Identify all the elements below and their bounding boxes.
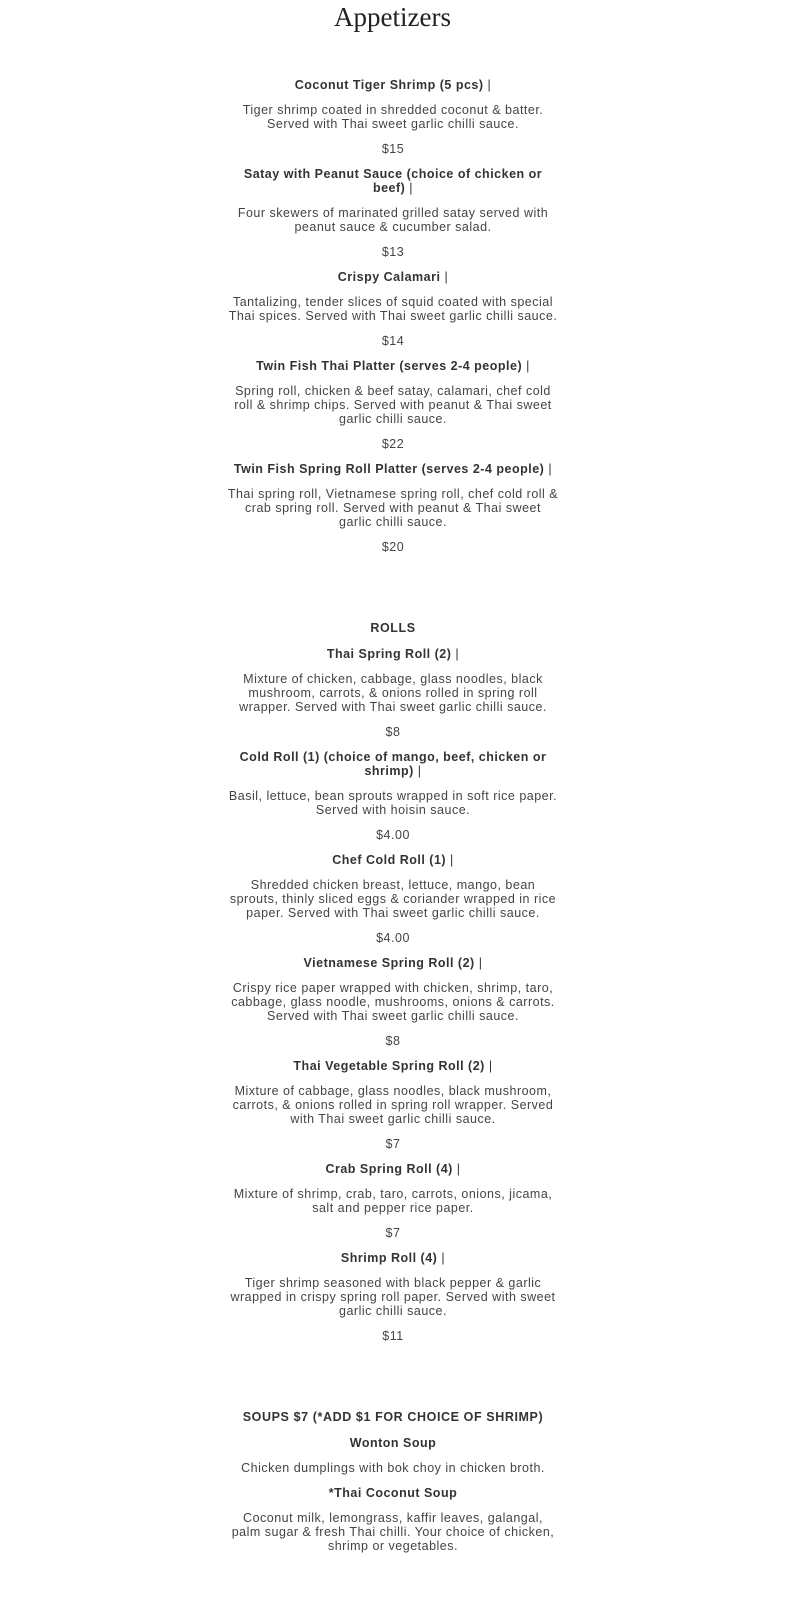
menu-item-description: Spring roll, chicken & beef satay, calamari, chef cold roll & shrimp chips. Served with peanut & Thai sweet garlic chilli sauce.	[234, 384, 552, 426]
menu-item-name: Crispy Calamari	[337, 270, 441, 284]
menu-section	[227, 1354, 559, 1553]
menu-item-separator: |	[456, 1162, 461, 1176]
menu-item-description: Tiger shrimp seasoned with black pepper & garlic wrapped in crispy spring roll paper. Served with sweet garlic chilli sauce.	[230, 1276, 556, 1318]
menu-item-name: Wonton Soup	[349, 1436, 437, 1450]
menu-item-description: Tantalizing, tender slices of squid coated with special Thai spices. Served with Thai sweet garlic chilli sauce.	[228, 295, 558, 323]
menu-item-price: $4.00	[376, 931, 410, 945]
menu-column	[227, 78, 559, 1564]
menu-item-name: Coconut Tiger Shrimp (5 pcs)	[294, 78, 484, 92]
menu-item-separator: |	[548, 462, 553, 476]
menu-item	[227, 1486, 559, 1553]
menu-item-separator: |	[478, 956, 483, 970]
menu-item-name-row	[227, 1059, 559, 1073]
menu-item	[227, 462, 559, 554]
menu-item	[227, 359, 559, 451]
section-heading: ROLLS	[370, 621, 416, 635]
menu-item	[227, 647, 559, 739]
menu-item-separator: |	[409, 181, 414, 195]
menu-item-name: Crab Spring Roll (4)	[325, 1162, 453, 1176]
menu-item-price: $22	[381, 437, 405, 451]
menu-item-name-row	[227, 78, 559, 92]
menu-item-description: Tiger shrimp coated in shredded coconut & batter. Served with Thai sweet garlic chilli sauce.	[242, 103, 544, 131]
section-spacer	[227, 1354, 559, 1410]
menu-item	[227, 1162, 559, 1240]
menu-item-price: $14	[381, 334, 405, 348]
menu-item-name-row	[227, 647, 559, 661]
menu-item-name: Twin Fish Spring Roll Platter (serves 2-4 people)	[233, 462, 545, 476]
menu-item	[227, 167, 559, 259]
menu-item-separator: |	[441, 1251, 446, 1265]
menu-item	[227, 1436, 559, 1475]
menu-item-description: Mixture of cabbage, glass noodles, black mushroom, carrots, & onions rolled in spring roll wrapper. Served with Thai sweet garlic chilli sauce.	[232, 1084, 554, 1126]
menu-item-name: Twin Fish Thai Platter (serves 2-4 people)	[256, 359, 523, 373]
menu-item	[227, 78, 559, 156]
menu-item-name-row	[227, 853, 559, 867]
menu-item-price: $8	[385, 1034, 401, 1048]
menu-item-description: Mixture of chicken, cabbage, glass noodles, black mushroom, carrots, & onions rolled in spring roll wrapper. Served with Thai sweet garlic chilli sauce.	[239, 672, 547, 714]
menu-item-separator: |	[526, 359, 530, 373]
section-heading: SOUPS $7 (*ADD $1 FOR CHOICE OF SHRIMP)	[242, 1410, 544, 1424]
menu-item-price: $11	[382, 1329, 404, 1343]
menu-item-separator: |	[444, 270, 449, 284]
menu-item-name-row	[227, 462, 559, 476]
menu-item-name-row	[227, 1436, 559, 1450]
menu-item-description: Coconut milk, lemongrass, kaffir leaves, galangal, palm sugar & fresh Thai chilli. Your choice of chicken, shrimp or vegetables.	[231, 1511, 555, 1553]
menu-item-price: $7	[385, 1137, 401, 1151]
section-spacer	[227, 565, 559, 621]
menu-item-name-row	[227, 359, 559, 373]
menu-item-description: Crispy rice paper wrapped with chicken, shrimp, taro, cabbage, glass noodle, mushrooms, onions & carrots. Served with Thai sweet garlic chilli sauce.	[231, 981, 555, 1023]
page-title: Appetizers	[334, 2, 451, 32]
menu-item-name: Thai Spring Roll (2)	[326, 647, 452, 661]
menu-item-price: $15	[381, 142, 405, 156]
menu-item	[227, 1059, 559, 1151]
menu-item-name-row	[227, 270, 559, 284]
menu-item-description: Four skewers of marinated grilled satay served with peanut sauce & cucumber salad.	[237, 206, 549, 234]
menu-item	[227, 270, 559, 348]
menu-item-description: Chicken dumplings with bok choy in chicken broth.	[241, 1461, 545, 1475]
menu-item	[227, 750, 559, 842]
menu-item-price: $7	[385, 1226, 401, 1240]
menu-item-separator: |	[450, 853, 454, 867]
menu-item-name: *Thai Coconut Soup	[328, 1486, 458, 1500]
menu-item	[227, 956, 559, 1048]
menu-item-description: Shredded chicken breast, lettuce, mango, bean sprouts, thinly sliced eggs & coriander wrapped in rice paper. Served with Thai sweet garlic chilli sauce.	[229, 878, 557, 920]
menu-item-price: $20	[381, 540, 405, 554]
menu-item-name-row	[227, 750, 559, 778]
menu-item-name-row	[227, 1251, 559, 1265]
menu-item-price: $4.00	[376, 828, 410, 842]
menu-item-separator: |	[417, 764, 422, 778]
menu-item-name-row	[227, 1486, 559, 1500]
menu-item-description: Basil, lettuce, bean sprouts wrapped in soft rice paper. Served with hoisin sauce.	[228, 789, 558, 817]
menu-item-name: Cold Roll (1) (choice of mango, beef, chicken or shrimp)	[239, 750, 547, 778]
menu-item-description: Mixture of shrimp, crab, taro, carrots, onions, jicama, salt and pepper rice paper.	[233, 1187, 553, 1215]
menu-section	[227, 565, 559, 1343]
menu-item-description: Thai spring roll, Vietnamese spring roll, chef cold roll & crab spring roll. Served with peanut & Thai sweet garlic chilli sauce.	[227, 487, 559, 529]
menu-section	[227, 78, 559, 554]
menu-item-name-row	[227, 1162, 559, 1176]
menu-item-price: $13	[381, 245, 405, 259]
menu-item-name: Chef Cold Roll (1)	[332, 853, 447, 867]
menu-item	[227, 1251, 559, 1343]
menu-item-name-row	[227, 956, 559, 970]
menu-item-separator: |	[488, 1059, 493, 1073]
menu-item-name-row	[227, 167, 559, 195]
menu-item-name: Shrimp Roll (4)	[340, 1251, 438, 1265]
menu-item-name: Vietnamese Spring Roll (2)	[303, 956, 475, 970]
menu-item	[227, 853, 559, 945]
menu-item-separator: |	[455, 647, 460, 661]
menu-item-name: Satay with Peanut Sauce (choice of chicken or beef)	[243, 167, 543, 195]
menu-item-separator: |	[487, 78, 492, 92]
menu-item-name: Thai Vegetable Spring Roll (2)	[293, 1059, 485, 1073]
menu-item-price: $8	[385, 725, 401, 739]
